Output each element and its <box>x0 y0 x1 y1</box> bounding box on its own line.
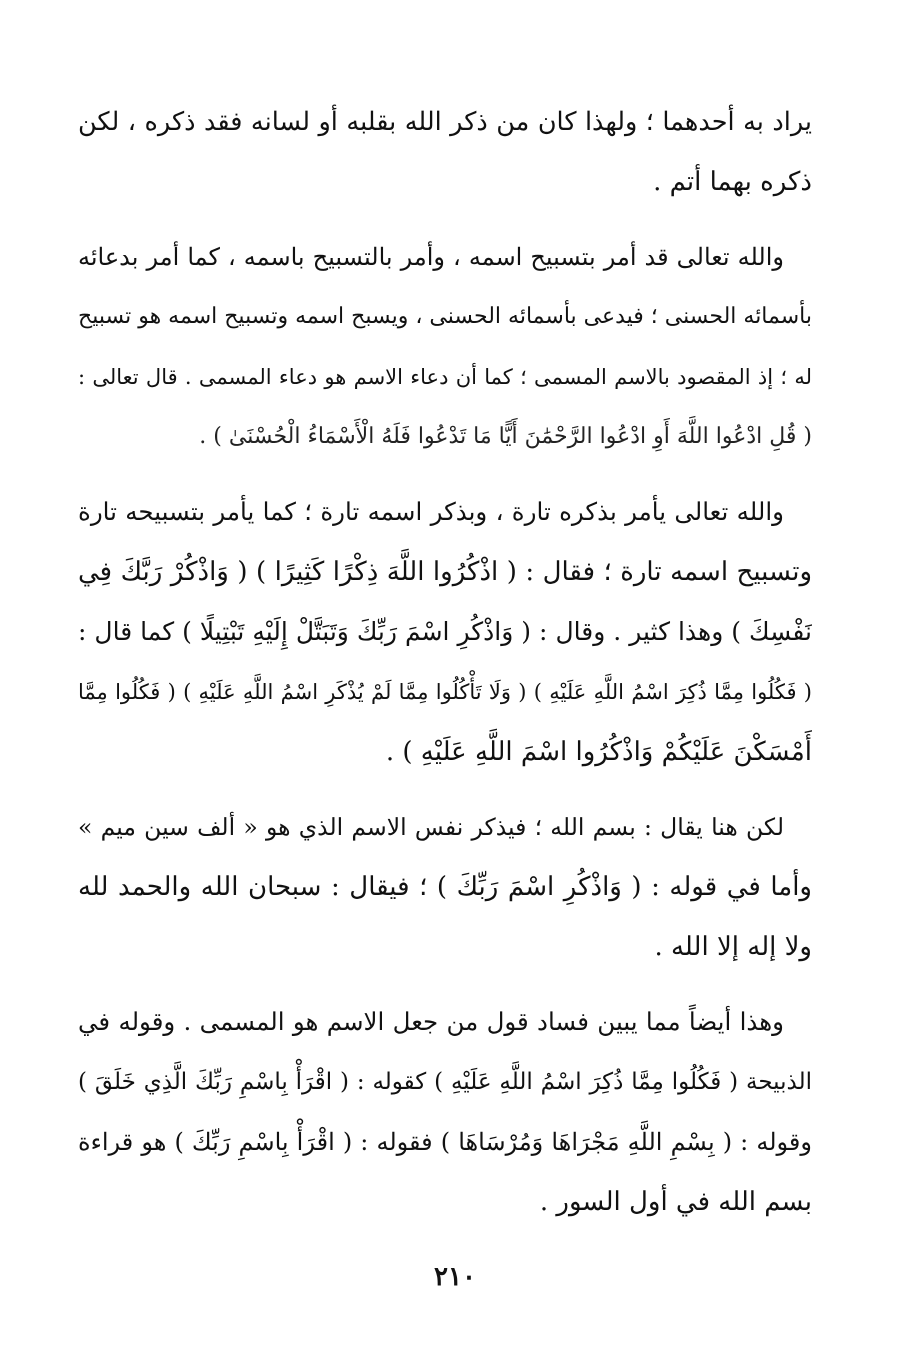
paragraph-4 <box>78 797 812 977</box>
text-line: وتسبيح اسمه تارة ؛ فقال : ( اذْكُرُوا اللَّهَ ذِكْرًا كَثِيرًا ) ( وَاذْكُرْ رَبَّكَ فِي <box>78 557 812 587</box>
text-line: يراد به أحدهما ؛ ولهذا كان من ذكر الله بقلبه أو لسانه فقد ذكره ، لكن <box>78 107 812 137</box>
text-line: بسم الله في أول السور . <box>539 1187 812 1217</box>
text-line: له ؛ إذ المقصود بالاسم المسمى ؛ كما أن دعاء الاسم هو دعاء المسمى . قال تعالى : <box>78 365 812 389</box>
text-line: ولا إله إلا الله . <box>654 932 812 962</box>
text-line: نَفْسِكَ ) وهذا كثير . وقال : ( وَاذْكُرِ اسْمَ رَبِّكَ وَتَبَتَّلْ إِلَيْهِ تَبْتِيلًا ) كما قال : <box>78 617 812 646</box>
paragraph-2 <box>78 227 812 467</box>
text-line: وأما في قوله : ( وَاذْكُرِ اسْمَ رَبِّكَ ) ؛ فيقال : سبحان الله والحمد لله <box>78 872 812 902</box>
text-line: الذبيحة ( فَكُلُوا مِمَّا ذُكِرَ اسْمُ اللَّهِ عَلَيْهِ ) كقوله : ( اقْرَأْ بِاسْمِ رَبِّكَ الَّذِي خَلَقَ ) <box>78 1069 812 1095</box>
text-line: ذكره بهما أتم . <box>653 167 812 197</box>
paragraph-5 <box>78 992 812 1232</box>
page-number: ٢١٠ <box>434 1262 476 1292</box>
quran-verse-line: ( قُلِ ادْعُوا اللَّهَ أَوِ ادْعُوا الرَّحْمَٰنَ أَيًّا مَا تَدْعُوا فَلَهُ الْأَسْمَاءُ الْحُسْنَىٰ ) . <box>199 424 812 449</box>
text-line: وهذا أيضاً مما يبين فساد قول من جعل الاسم هو المسمى . وقوله في <box>78 1007 784 1036</box>
paragraph-1 <box>78 92 812 212</box>
text-line: لكن هنا يقال : بسم الله ؛ فيذكر نفس الاسم الذي هو « ألف سين ميم » <box>78 813 784 841</box>
text-line: والله تعالى قد أمر بتسبيح اسمه ، وأمر بالتسبيح باسمه ، كما أمر بدعائه <box>78 243 784 271</box>
text-line: والله تعالى يأمر بذكره تارة ، وبذكر اسمه تارة ؛ كما يأمر بتسبيحه تارة <box>78 497 784 526</box>
paragraph-3 <box>78 482 812 782</box>
text-line: أَمْسَكْنَ عَلَيْكُمْ وَاذْكُرُوا اسْمَ اللَّهِ عَلَيْهِ ) . <box>385 737 812 767</box>
text-line: وقوله : ( بِسْمِ اللَّهِ مَجْرَاهَا وَمُرْسَاهَا ) فقوله : ( اقْرَأْ بِاسْمِ رَبِّكَ ) هو قراءة <box>78 1128 812 1156</box>
document-page <box>78 92 812 1232</box>
text-line: ( فَكُلُوا مِمَّا ذُكِرَ اسْمُ اللَّهِ عَلَيْهِ ) ( وَلَا تَأْكُلُوا مِمَّا لَمْ يُذْكَرِ اسْمُ اللَّهِ عَلَيْهِ ) ( فَكُلُوا مِمَّا <box>78 680 812 704</box>
text-line: بأسمائه الحسنى ؛ فيدعى بأسمائه الحسنى ، ويسبح اسمه وتسبيح اسمه هو تسبيح <box>78 304 812 329</box>
